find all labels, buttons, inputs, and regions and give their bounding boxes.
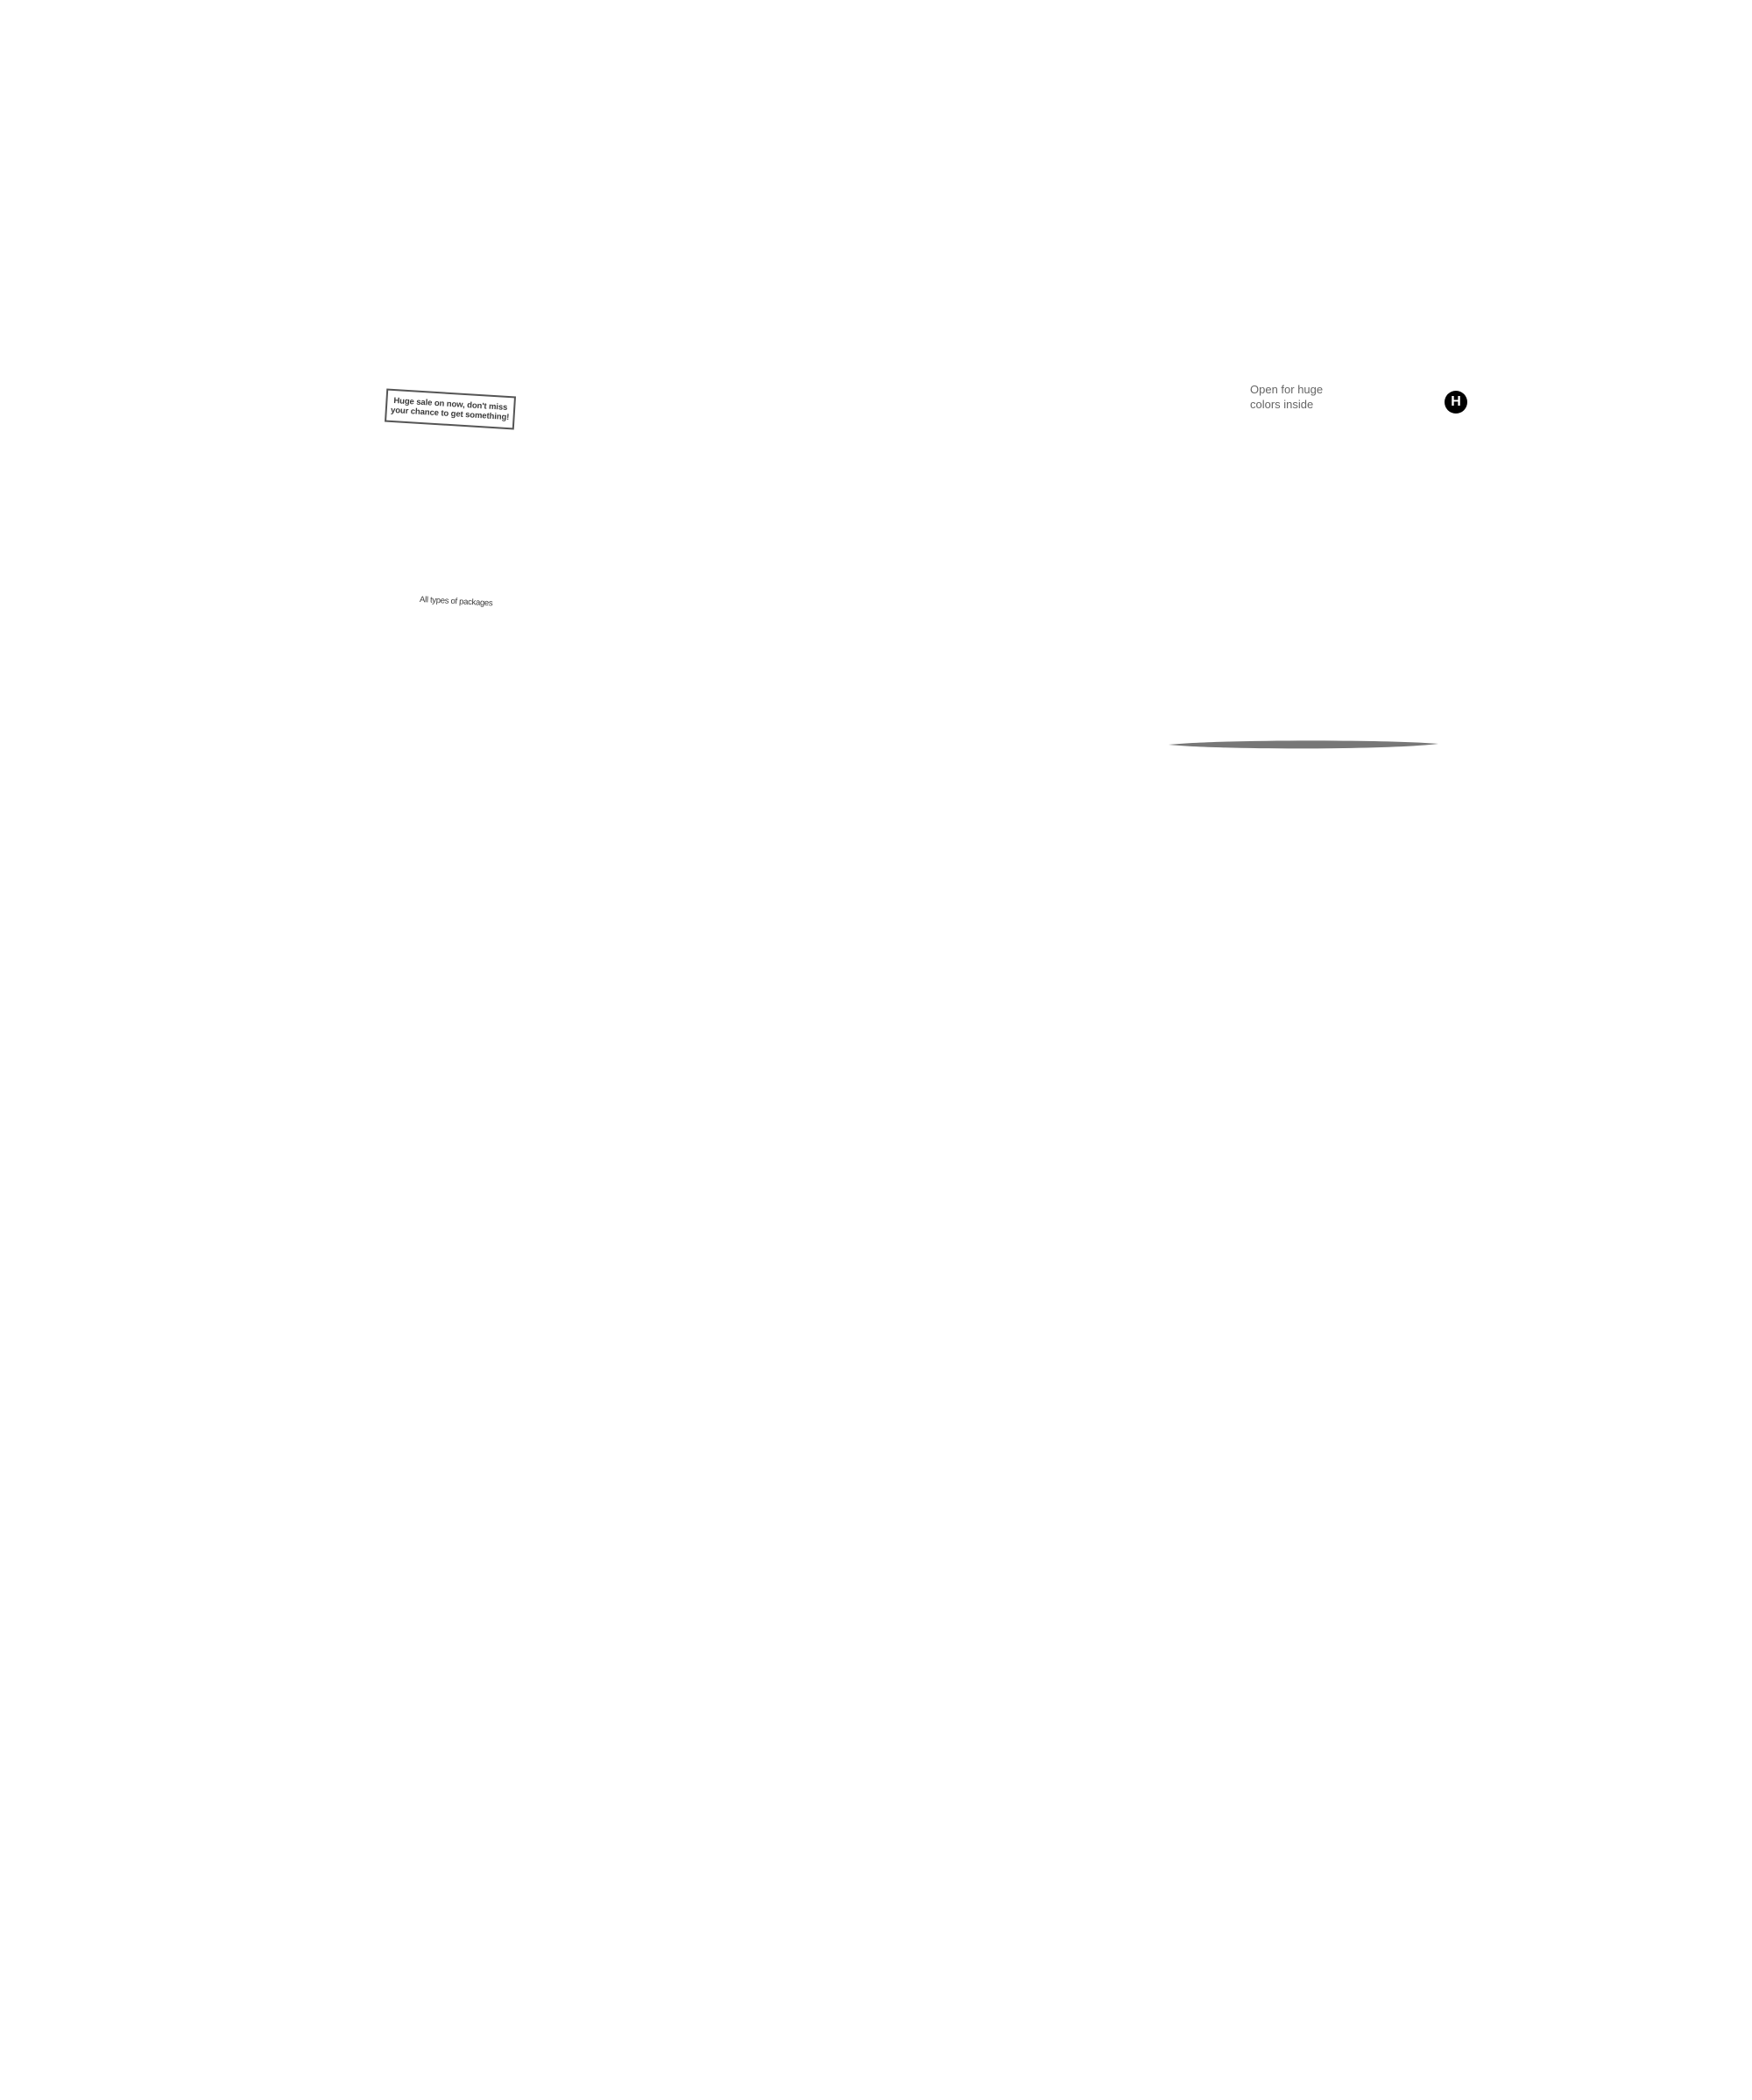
promo-text: Open for huge colors inside <box>1250 383 1324 411</box>
sale-sticker-text: Huge sale on now, don't miss your chance to get something! <box>390 396 510 423</box>
h-badge-icon: H <box>1445 391 1467 414</box>
sale-sticker <box>385 389 516 430</box>
packages-label: All types of packages <box>419 595 493 609</box>
shadow-shape <box>1169 739 1438 751</box>
